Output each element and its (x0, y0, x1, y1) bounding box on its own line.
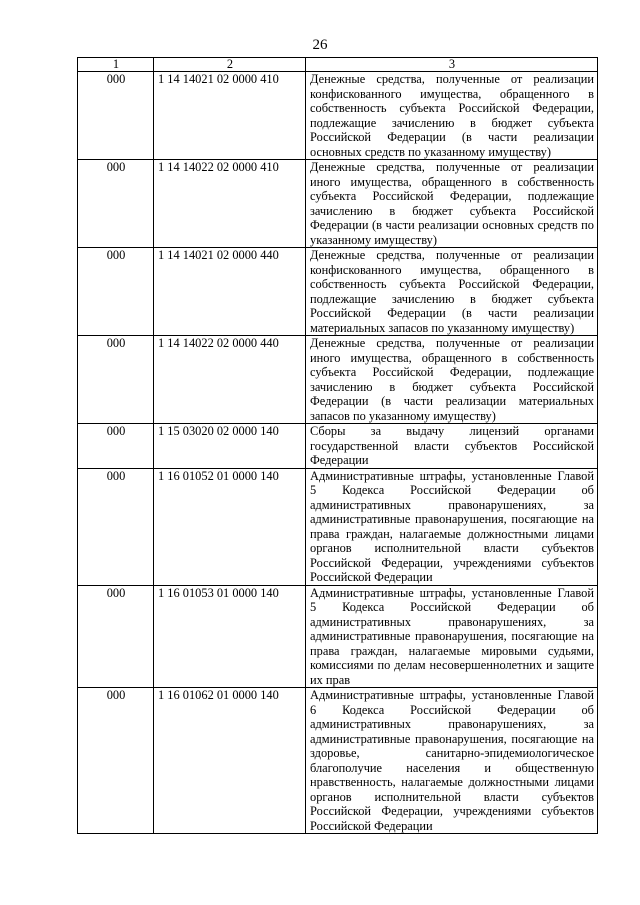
table-row (78, 72, 598, 160)
revenue-code-cell: 1 15 03020 02 0000 140 (154, 424, 306, 469)
admin-code-cell: 000 (78, 72, 154, 160)
revenue-name-cell: Сборы за выдачу лицензий органами государственной власти субъектов Российской Федерации (306, 424, 598, 469)
admin-code-cell: 000 (78, 160, 154, 248)
revenue-name-cell: Денежные средства, полученные от реализации конфискованного имущества, обращенного в собственность субъекта Российской Федерации, подлежащие зачислению в бюджет субъекта Российской Федерации (в части реализации материальных запасов по указанному имуществу) (306, 248, 598, 336)
table-row (78, 585, 598, 688)
revenue-name-cell: Административные штрафы, установленные Главой 5 Кодекса Российской Федерации об административных правонарушениях, за административные правонарушения, посягающие на права граждан, налагаемые должностными лицами органов исполнительной власти субъектов Российской Федерации, учреждениями субъектов Российской Федерации (306, 468, 598, 585)
admin-code-cell: 000 (78, 424, 154, 469)
table-row (78, 688, 598, 834)
admin-code-cell: 000 (78, 585, 154, 688)
revenue-name-cell: Административные штрафы, установленные Главой 6 Кодекса Российской Федерации об административных правонарушениях, за административные правонарушения, посягающие на здоровье, санитарно-эпидемиологическое благополучие населения и общественную нравственность, налагаемые должностными лицами органов исполнительной власти субъектов Российской Федерации, учреждениями субъектов Российской Федерации (306, 688, 598, 834)
table-row (78, 468, 598, 585)
admin-code-cell: 000 (78, 336, 154, 424)
table-header-row (78, 58, 598, 72)
revenue-code-cell: 1 16 01053 01 0000 140 (154, 585, 306, 688)
admin-code-cell: 000 (78, 468, 154, 585)
revenue-codes-table (77, 57, 598, 834)
table-row (78, 160, 598, 248)
column-header-2: 2 (154, 58, 306, 72)
page-number: 26 (312, 37, 328, 53)
revenue-name-cell: Административные штрафы, установленные Главой 5 Кодекса Российской Федерации об административных правонарушениях, за административные правонарушения, посягающие на права граждан, налагаемые мировыми судьями, комиссиями по делам несовершеннолетних и защите их прав (306, 585, 598, 688)
revenue-code-cell: 1 16 01052 01 0000 140 (154, 468, 306, 585)
revenue-code-cell: 1 14 14021 02 0000 440 (154, 248, 306, 336)
column-header-1: 1 (78, 58, 154, 72)
table-row (78, 336, 598, 424)
table-row (78, 248, 598, 336)
revenue-name-cell: Денежные средства, полученные от реализации иного имущества, обращенного в собственность субъекта Российской Федерации, подлежащие зачислению в бюджет субъекта Российской Федерации (в части реализации материальных запасов по указанному имуществу) (306, 336, 598, 424)
revenue-code-cell: 1 14 14022 02 0000 440 (154, 336, 306, 424)
revenue-name-cell: Денежные средства, полученные от реализации конфискованного имущества, обращенного в собственность субъекта Российской Федерации, подлежащие зачислению в бюджет субъекта Российской Федерации (в части реализации основных средств по указанному имуществу) (306, 72, 598, 160)
revenue-code-cell: 1 14 14021 02 0000 410 (154, 72, 306, 160)
admin-code-cell: 000 (78, 688, 154, 834)
column-header-3: 3 (306, 58, 598, 72)
revenue-code-cell: 1 16 01062 01 0000 140 (154, 688, 306, 834)
revenue-name-cell: Денежные средства, полученные от реализации иного имущества, обращенного в собственность субъекта Российской Федерации, подлежащие зачислению в бюджет субъекта Российской Федерации (в части реализации основных средств по указанному имуществу) (306, 160, 598, 248)
revenue-code-cell: 1 14 14022 02 0000 410 (154, 160, 306, 248)
admin-code-cell: 000 (78, 248, 154, 336)
table-row (78, 424, 598, 469)
